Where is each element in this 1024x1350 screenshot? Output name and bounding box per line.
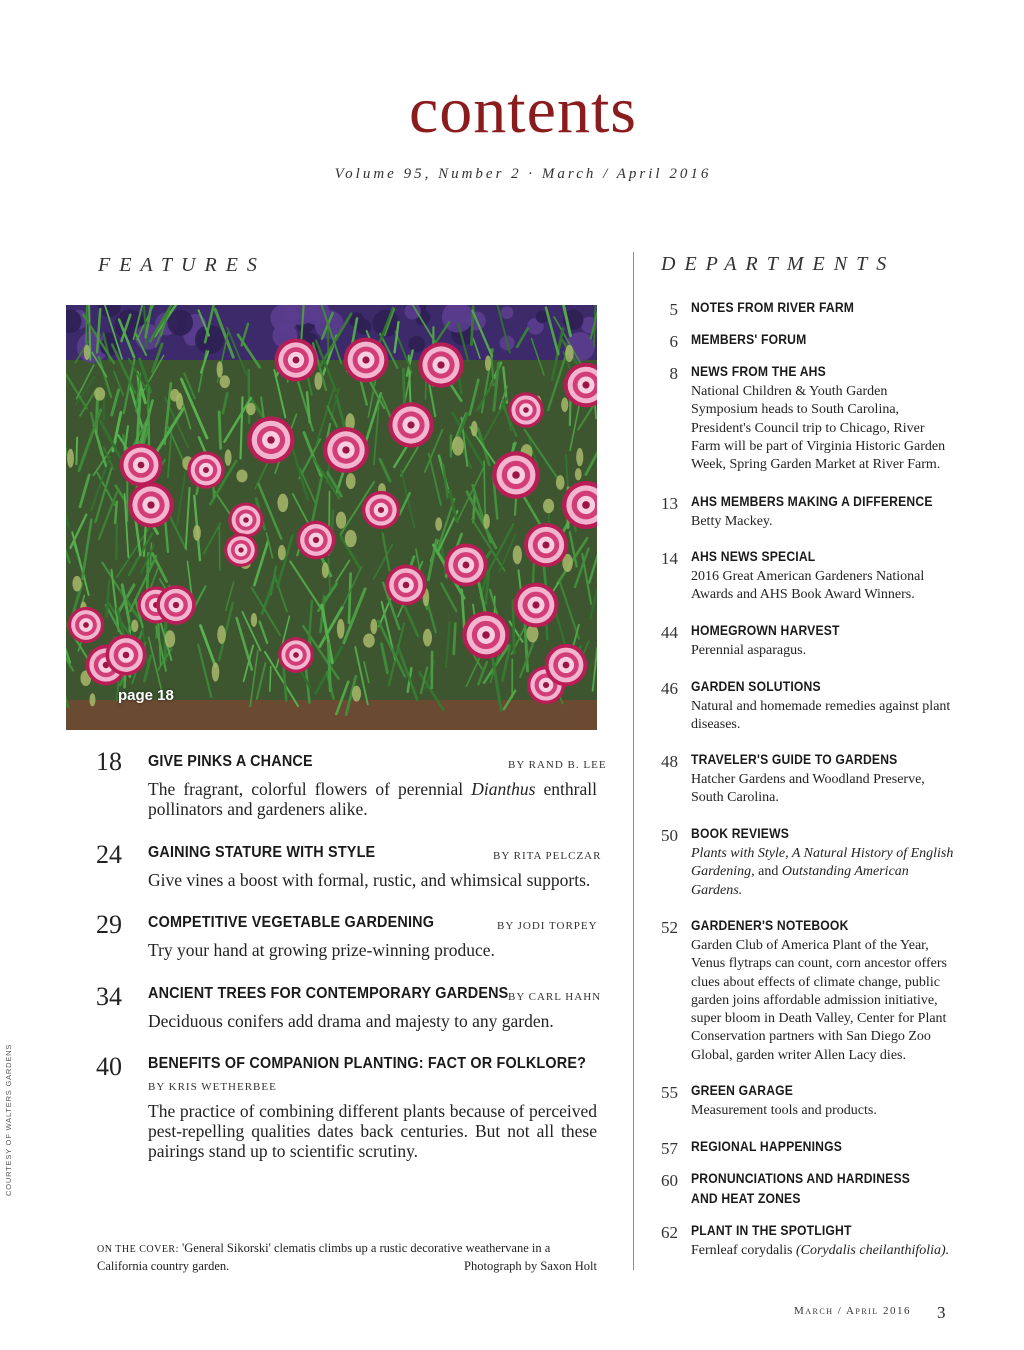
features-heading: FEATURES <box>98 254 266 276</box>
feature-page-number: 29 <box>96 910 122 939</box>
department-name: NEWS FROM THE AHS <box>691 364 826 379</box>
department-page-number: 55 <box>661 1083 678 1102</box>
department-description: Fernleaf corydalis (Corydalis cheilanthifolia). <box>691 1243 950 1258</box>
department-page-number: 48 <box>661 752 678 771</box>
page-title: contents <box>409 74 637 147</box>
feature-title[interactable]: ANCIENT TREES FOR CONTEMPORARY GARDENS <box>148 985 509 1002</box>
department-name: TRAVELER'S GUIDE TO GARDENS <box>691 752 898 767</box>
feature-description: Try your hand at growing prize-winning produce. <box>148 940 495 960</box>
department-name: GARDENER'S NOTEBOOK <box>691 918 849 933</box>
department-name-continued: AND HEAT ZONES <box>691 1191 801 1206</box>
department-description: Measurement tools and products. <box>691 1103 877 1118</box>
department-name: PLANT IN THE SPOTLIGHT <box>691 1223 852 1238</box>
cover-note-lead: ON THE COVER: <box>97 1244 179 1255</box>
photo-page-label: page 18 <box>118 687 174 704</box>
department-description: 2016 Great American Gardeners National Awards and AHS Book Award Winners. <box>691 569 925 603</box>
department-description: Betty Mackey. <box>691 514 773 529</box>
issue-info: Volume 95, Number 2 · March / April 2016 <box>334 166 712 182</box>
department-page-number: 57 <box>661 1139 678 1158</box>
department-description: Plants with Style, A Natural History of English Gardening, and Outstanding American Gardens. <box>691 846 954 898</box>
feature-page-number: 34 <box>96 982 122 1011</box>
department-page-number: 44 <box>661 623 678 642</box>
department-page-number: 5 <box>669 300 678 319</box>
feature-title[interactable]: GIVE PINKS A CHANCE <box>148 753 313 770</box>
feature-description: Give vines a boost with formal, rustic, and whimsical supports. <box>148 870 591 890</box>
department-name: AHS NEWS SPECIAL <box>691 549 816 564</box>
department-page-number: 46 <box>661 679 678 698</box>
department-name: AHS MEMBERS MAKING A DIFFERENCE <box>691 494 933 509</box>
feature-photo[interactable] <box>66 305 597 730</box>
department-description: Natural and homemade remedies against plant diseases. <box>691 699 951 733</box>
department-name: PRONUNCIATIONS AND HARDINESS <box>691 1171 911 1186</box>
cover-note-text: 'General Sikorski' clematis climbs up a rustic decorative weathervane in a California country garden. <box>97 1241 551 1273</box>
department-page-number: 14 <box>661 549 678 568</box>
department-page-number: 52 <box>661 918 678 937</box>
cover-note <box>97 1240 597 1275</box>
department-name: MEMBERS' FORUM <box>691 332 807 347</box>
department-name: REGIONAL HAPPENINGS <box>691 1139 843 1154</box>
feature-page-number: 24 <box>96 840 122 869</box>
page-number: 3 <box>937 1303 946 1322</box>
department-name: GARDEN SOLUTIONS <box>691 679 821 694</box>
department-page-number: 6 <box>669 332 678 351</box>
department-description: National Children & Youth Garden Symposium heads to South Carolina, President's Council trip to Chicago, River Farm will be part of Virginia Historic Garden Week, Spring Garden Market at River Farm. <box>691 384 946 473</box>
dianthus-flowers-image <box>66 305 597 730</box>
department-description: Perennial asparagus. <box>691 643 807 658</box>
department-name: NOTES FROM RIVER FARM <box>691 300 855 315</box>
departments-heading: DEPARTMENTS <box>661 253 896 275</box>
feature-byline: BY KRIS WETHERBEE <box>148 1081 277 1093</box>
department-page-number: 50 <box>661 826 678 845</box>
department-description: Hatcher Gardens and Woodland Preserve, South Carolina. <box>691 772 925 806</box>
department-name: HOMEGROWN HARVEST <box>691 623 840 638</box>
feature-title[interactable]: GAINING STATURE WITH STYLE <box>148 844 376 861</box>
column-divider <box>633 252 634 1270</box>
feature-byline: BY JODI TORPEY <box>497 920 598 932</box>
photo-credit: COURTESY OF WALTERS GARDENS <box>4 1043 13 1196</box>
cover-photo-credit: Photograph by Saxon Holt <box>464 1259 597 1273</box>
department-page-number: 62 <box>661 1223 678 1242</box>
feature-title[interactable]: COMPETITIVE VEGETABLE GARDENING <box>148 914 435 931</box>
department-page-number: 8 <box>669 364 678 383</box>
department-page-number: 13 <box>661 494 678 513</box>
feature-byline: BY RITA PELCZAR <box>493 850 602 862</box>
feature-description: The practice of combining different plants because of perceived pest-repelling qualities dates back centuries. But not all these pairings stand up to scientific scrutiny. <box>148 1101 597 1161</box>
feature-description: The fragrant, colorful flowers of perennial Dianthus enthrall pollinators and gardeners alike. <box>148 779 597 819</box>
feature-page-number: 18 <box>96 747 122 776</box>
feature-description: Deciduous conifers add drama and majesty to any garden. <box>148 1011 554 1031</box>
feature-title[interactable]: BENEFITS OF COMPANION PLANTING: FACT OR FOLKLORE? <box>148 1055 587 1072</box>
department-page-number: 60 <box>661 1171 678 1190</box>
department-name: GREEN GARAGE <box>691 1083 794 1098</box>
feature-byline: BY CARL HAHN <box>508 991 602 1003</box>
footer-issue-date: March / April 2016 <box>794 1305 911 1317</box>
department-description: Garden Club of America Plant of the Year, Venus flytraps can count, corn ancestor offers clues about effects of climate change, public garden joins affordable admission initiative, super bloom in Death Valley, Center for Plant Conservation partners with San Diego Zoo Global, garden writer Allen Lacy dies. <box>691 938 947 1063</box>
department-name: BOOK REVIEWS <box>691 826 790 841</box>
feature-page-number: 40 <box>96 1052 122 1081</box>
feature-byline: BY RAND B. LEE <box>508 759 607 771</box>
